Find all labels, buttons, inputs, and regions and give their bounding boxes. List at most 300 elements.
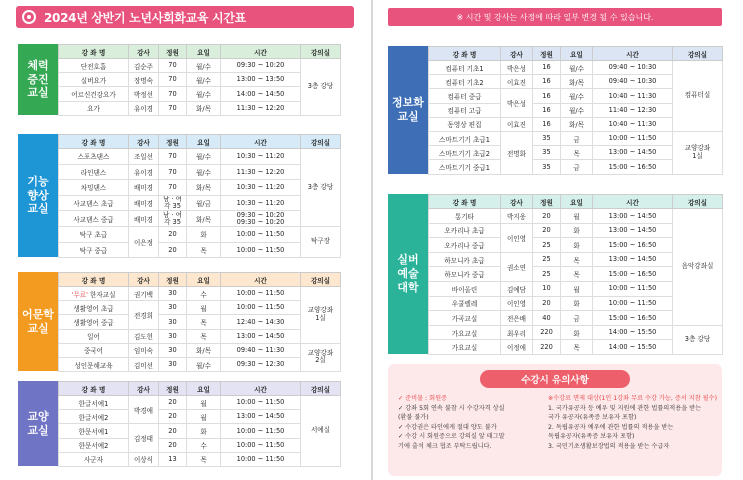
class-time: 14:00 ~ 15:50	[593, 325, 673, 340]
course-name: 우쿨렐레	[429, 296, 501, 311]
column-header: 강사	[129, 135, 159, 149]
column-header: 요일	[187, 273, 221, 287]
capacity: 20	[159, 242, 187, 258]
table-row	[59, 149, 341, 165]
course-name: 탁구 초급	[59, 226, 129, 242]
course-name: 스마트기기 초급1	[429, 131, 501, 145]
course-name: 성인문해교육	[59, 357, 129, 371]
capacity: 70	[159, 101, 187, 115]
instructor: 박은성	[501, 89, 533, 117]
column-header: 정원	[533, 195, 561, 209]
weekday: 월	[187, 301, 221, 315]
table-header-row	[429, 195, 723, 209]
class-time: 13:00 ~ 14:50	[221, 410, 301, 424]
capacity: 40	[533, 311, 561, 326]
instructor: 박은성	[501, 61, 533, 75]
caution-line: ✓ 강좌 5회 연속 불참 시 수강자격 상실	[398, 404, 505, 412]
course-name: 생활영어 초급	[59, 301, 129, 315]
caution-line: ✓ 준비물 : 회원증	[398, 395, 448, 402]
class-time: 10:00 ~ 11:50	[593, 281, 673, 296]
weekday: 수	[187, 287, 221, 301]
instructor: 권기백	[129, 287, 159, 301]
course-name: 일어	[59, 329, 129, 343]
column-header: 시간	[593, 195, 673, 209]
weekday: 월/수	[187, 59, 221, 73]
weekday: 월	[187, 396, 221, 410]
instructor: 권소연	[501, 252, 533, 281]
instructor: 전명화	[501, 131, 533, 174]
caution-line: (환불 불가)	[398, 414, 429, 422]
course-name: 한문서예2	[59, 438, 129, 452]
table-row	[59, 211, 341, 227]
weekday: 월/수	[561, 61, 593, 75]
weekday: 목	[561, 252, 593, 267]
course-name: 단전호흡	[59, 59, 129, 73]
column-header: 강 좌 명	[429, 47, 501, 61]
class-time: 09:30 ~ 10:20	[221, 59, 301, 73]
weekday: 월/수	[187, 73, 221, 87]
class-time: 15:00 ~ 16:50	[593, 160, 673, 174]
table-row	[59, 195, 341, 211]
course-name: 통기타	[429, 209, 501, 224]
classroom: 음악강좌실	[673, 209, 723, 326]
section-label: 기능 향상 교실	[18, 134, 58, 257]
course-name: 라인댄스	[59, 164, 129, 180]
course-name: 한글서예1	[59, 396, 129, 410]
instructor: 이정애	[501, 340, 533, 355]
weekday: 화/목	[187, 101, 221, 115]
column-header: 강 좌 명	[59, 45, 129, 59]
course-name: 스마트기기 초급2	[429, 146, 501, 160]
column-header: 강 좌 명	[59, 382, 129, 396]
capacity: 10	[533, 281, 561, 296]
instructor: 임미숙	[129, 343, 159, 357]
course-name: 스포츠댄스	[59, 149, 129, 165]
course-name: 컴퓨터 중급	[429, 89, 501, 103]
course-name: 스마트기기 중급1	[429, 160, 501, 174]
change-notice: ※ 시간 및 강사는 사정에 따라 일부 변경 될 수 있습니다.	[388, 8, 722, 26]
column-header: 시간	[221, 273, 301, 287]
column-header: 요일	[187, 382, 221, 396]
course-name: 사교댄스 중급	[59, 211, 129, 227]
table-row	[429, 209, 723, 224]
course-name: 실버요가	[59, 73, 129, 87]
course-name: 가요교실	[429, 325, 501, 340]
instructor: 이은정	[129, 226, 159, 257]
weekday: 목	[187, 315, 221, 329]
course-name: 한문서예1	[59, 424, 129, 438]
class-time: 14:00 ~ 14:50	[221, 87, 301, 101]
instructor: 배미경	[129, 180, 159, 196]
course-name: 하모니카 중급	[429, 267, 501, 282]
table-row	[59, 164, 341, 180]
schedule-table	[428, 194, 723, 355]
table-row	[59, 452, 341, 466]
schedule-table	[428, 46, 723, 175]
weekday: 화/목	[561, 75, 593, 89]
circle-bullet-icon	[22, 10, 36, 24]
class-time: 15:00 ~ 16:50	[593, 238, 673, 253]
class-time: 10:40 ~ 11:30	[593, 117, 673, 131]
caution-right-list	[548, 394, 720, 452]
table-row	[59, 424, 341, 438]
instructor: 최우리	[501, 325, 533, 340]
capacity: 20	[533, 296, 561, 311]
capacity: 30	[159, 287, 187, 301]
weekday: 월	[187, 410, 221, 424]
column-header: 강의실	[673, 47, 723, 61]
column-header: 강 좌 명	[59, 273, 129, 287]
column-header: 강사	[129, 382, 159, 396]
course-name: 탁구 중급	[59, 242, 129, 258]
caution-box	[388, 364, 722, 476]
classroom: 교양강좌 2실	[301, 343, 341, 371]
instructor: 김도헌	[129, 329, 159, 343]
table-row	[59, 396, 341, 410]
capacity: 220	[533, 340, 561, 355]
capacity: 20	[159, 226, 187, 242]
classroom: 교양강좌 1실	[301, 287, 341, 344]
course-name: 가곡교실	[429, 311, 501, 326]
course-name: 요가	[59, 101, 129, 115]
page-title: 2024년 상반기 노년사회화교육 시간표	[44, 10, 246, 25]
instructor: 배미경	[129, 195, 159, 211]
course-name: 하모니카 초급	[429, 252, 501, 267]
caution-line: 독립유공자(유족증 보유자 포함)	[548, 433, 635, 441]
schedule-table	[58, 44, 341, 116]
class-time: 09:30 ~ 12:30	[221, 357, 301, 371]
schedule-table	[58, 272, 341, 372]
column-header: 강의실	[301, 273, 341, 287]
weekday: 목	[561, 267, 593, 282]
instructor: 전은배	[501, 311, 533, 326]
column-header: 요일	[561, 195, 593, 209]
class-time: 10:40 ~ 11:30	[593, 89, 673, 103]
column-header: 강사	[501, 47, 533, 61]
capacity: 25	[533, 267, 561, 282]
instructor: 이인영	[501, 296, 533, 311]
class-time: 10:30 ~ 11:20	[221, 149, 301, 165]
weekday: 금	[561, 311, 593, 326]
table-row	[59, 87, 341, 101]
column-header: 강사	[129, 45, 159, 59]
capacity: 16	[533, 89, 561, 103]
class-time: 11:30 ~ 12:20	[221, 101, 301, 115]
capacity: 30	[159, 357, 187, 371]
table-row	[59, 301, 341, 315]
section-label: 교양 교실	[18, 381, 58, 466]
weekday: 목	[561, 146, 593, 160]
classroom: 3층 강당	[301, 59, 341, 116]
caution-line: ✓ 수강 시 회원증으로 강의실 앞 태그말	[398, 433, 505, 441]
weekday: 월/수	[187, 87, 221, 101]
table-row	[59, 315, 341, 329]
classroom: 컴퓨터실	[673, 61, 723, 132]
course-name: 컴퓨터 기초1	[429, 61, 501, 75]
table-row	[429, 61, 723, 75]
course-name: 생활영어 중급	[59, 315, 129, 329]
instructor: 전경희	[129, 301, 159, 329]
column-header: 정원	[159, 273, 187, 287]
classroom: 교양강좌 1실	[673, 131, 723, 174]
class-time: 09:30 ~ 10:20 09:30 ~ 10:20	[221, 211, 301, 227]
weekday: 월	[561, 209, 593, 224]
capacity: 35	[533, 146, 561, 160]
table-row	[59, 226, 341, 242]
course-name: 동영상 편집	[429, 117, 501, 131]
table-row	[59, 101, 341, 115]
section-label: 체력 증진 교실	[18, 44, 58, 115]
capacity: 남 · 여 각 35	[159, 211, 187, 227]
column-header: 강의실	[673, 195, 723, 209]
course-name: 바이올린	[429, 281, 501, 296]
weekday: 목	[187, 329, 221, 343]
capacity: 20	[159, 438, 187, 452]
table-header-row	[59, 135, 341, 149]
capacity: 220	[533, 325, 561, 340]
instructor: 장명숙	[129, 73, 159, 87]
capacity: 70	[159, 59, 187, 73]
table-header-row	[59, 382, 341, 396]
table-row	[59, 73, 341, 87]
course-name-text: 한자교실	[87, 290, 116, 299]
capacity: 30	[159, 329, 187, 343]
weekday: 화	[561, 238, 593, 253]
weekday: 화/목	[561, 117, 593, 131]
class-time: 10:00 ~ 11:50	[593, 296, 673, 311]
capacity: 70	[159, 180, 187, 196]
classroom: 탁구장	[301, 226, 341, 257]
class-time: 13:00 ~ 13:50	[221, 73, 301, 87]
class-time: 09:40 ~ 10:30	[593, 75, 673, 89]
section-label: 어문학 교실	[18, 272, 58, 371]
column-header: 강 좌 명	[59, 135, 129, 149]
class-time: 09:40 ~ 11:30	[221, 343, 301, 357]
weekday: 월/수	[187, 149, 221, 165]
section-culture	[18, 381, 341, 467]
class-time: 10:00 ~ 11:50	[221, 226, 301, 242]
weekday: 월/수	[561, 89, 593, 103]
caution-title: 수강시 유의사항	[480, 370, 630, 388]
capacity: 13	[159, 452, 187, 466]
weekday: 화/목	[187, 180, 221, 196]
course-name: 컴퓨터 기초2	[429, 75, 501, 89]
weekday: 수	[187, 438, 221, 452]
table-row	[429, 325, 723, 340]
instructor: 이효진	[501, 75, 533, 89]
capacity: 30	[159, 301, 187, 315]
instructor: 박지웅	[501, 209, 533, 224]
course-name: 오카리나 중급	[429, 238, 501, 253]
schedule-table	[58, 134, 341, 258]
weekday: 목	[187, 242, 221, 258]
course-name: 차밍댄스	[59, 180, 129, 196]
capacity: 16	[533, 117, 561, 131]
class-time: 10:00 ~ 11:50	[593, 131, 673, 145]
class-time: 12:40 ~ 14:30	[221, 315, 301, 329]
table-row	[59, 59, 341, 73]
class-time: 10:30 ~ 11:20	[221, 195, 301, 211]
course-name: 중국어	[59, 343, 129, 357]
caution-line: 국가 유공자(유족증 보유자 포함)	[548, 414, 637, 422]
weekday: 화	[561, 325, 593, 340]
weekday: 목	[187, 452, 221, 466]
capacity: 16	[533, 61, 561, 75]
weekday: 월/금	[187, 195, 221, 211]
class-time: 15:00 ~ 16:50	[593, 267, 673, 282]
free-badge: '무료'	[71, 290, 88, 299]
class-time: 13:00 ~ 14:50	[593, 252, 673, 267]
caution-line: 1. 국가유공자 등 예우 및 지원에 관한 법률의적용을 받는	[548, 404, 702, 412]
table-row	[59, 343, 341, 357]
weekday: 화	[187, 424, 221, 438]
section-label: 정보화 교실	[388, 46, 428, 174]
capacity: 30	[159, 343, 187, 357]
capacity: 25	[533, 252, 561, 267]
capacity: 35	[533, 131, 561, 145]
column-header: 요일	[187, 135, 221, 149]
section-fitness	[18, 44, 341, 116]
table-row	[59, 242, 341, 258]
capacity: 20	[533, 209, 561, 224]
course-name: 오카리나 초급	[429, 223, 501, 238]
class-time: 15:00 ~ 16:50	[593, 311, 673, 326]
weekday: 화/목	[187, 211, 221, 227]
capacity: 20	[159, 396, 187, 410]
class-time: 10:00 ~ 11:50	[221, 424, 301, 438]
instructor: 유이경	[129, 101, 159, 115]
class-time: 10:00 ~ 11:50	[221, 301, 301, 315]
instructor: 이효진	[501, 117, 533, 131]
instructor: 박경애	[129, 396, 159, 424]
instructor: 박정선	[129, 87, 159, 101]
column-header: 정원	[533, 47, 561, 61]
class-time: 13:00 ~ 14:50	[221, 329, 301, 343]
class-time: 11:30 ~ 12:20	[221, 164, 301, 180]
capacity: 20	[159, 424, 187, 438]
capacity: 70	[159, 87, 187, 101]
instructor: 김정태	[129, 424, 159, 452]
column-header: 시간	[221, 135, 301, 149]
class-time: 13:00 ~ 14:50	[593, 146, 673, 160]
weekday: 화	[187, 226, 221, 242]
caution-left-list	[398, 394, 548, 452]
column-header: 요일	[187, 45, 221, 59]
course-name: 한글서예2	[59, 410, 129, 424]
column-header: 강의실	[301, 135, 341, 149]
classroom: 3층 강당	[301, 149, 341, 227]
classroom: 3층 강당	[673, 325, 723, 354]
column-header: 요일	[561, 47, 593, 61]
weekday: 금	[561, 131, 593, 145]
title-bar	[16, 6, 354, 28]
table-header-row	[59, 273, 341, 287]
instructor: 이인영	[501, 223, 533, 252]
caution-line: 기에 출석 체크 협조 부탁드립니다.	[398, 443, 492, 451]
column-header: 정원	[159, 45, 187, 59]
caution-line: 3. 국민기초생활보장법의 적용을 받는 수급자	[548, 443, 670, 451]
weekday: 월/수	[187, 164, 221, 180]
table-row	[59, 357, 341, 371]
course-name	[59, 287, 129, 301]
class-time: 10:00 ~ 11:50	[221, 396, 301, 410]
column-header: 강의실	[301, 382, 341, 396]
instructor: 김예담	[501, 281, 533, 296]
schedule-table	[58, 381, 341, 467]
capacity: 20	[533, 223, 561, 238]
capacity: 남 · 여 각 35	[159, 195, 187, 211]
table-header-row	[429, 47, 723, 61]
instructor: 배미경	[129, 211, 159, 227]
class-time: 10:30 ~ 11:20	[221, 180, 301, 196]
column-header: 강사	[501, 195, 533, 209]
table-row	[429, 131, 723, 145]
capacity: 20	[159, 410, 187, 424]
table-row	[59, 329, 341, 343]
instructor: 김미선	[129, 357, 159, 371]
table-row	[59, 438, 341, 452]
caution-line: ✓ 수강권은 타인에게 절대 양도 불가	[398, 423, 497, 431]
caution-line: ※수강료 면제 대상(1인 1강좌 무료 수강 가능, 증서 지참 필수)	[548, 395, 718, 402]
instructor: 김순주	[129, 59, 159, 73]
course-name: 사군자	[59, 452, 129, 466]
class-time: 10:00 ~ 11:50	[221, 287, 301, 301]
capacity: 70	[159, 149, 187, 165]
instructor: 조일선	[129, 149, 159, 165]
table-row	[59, 287, 341, 301]
column-header: 강의실	[301, 45, 341, 59]
capacity: 25	[533, 238, 561, 253]
class-time: 11:40 ~ 12:30	[593, 103, 673, 117]
section-it	[388, 46, 723, 175]
column-header: 시간	[221, 382, 301, 396]
capacity: 35	[533, 160, 561, 174]
capacity: 16	[533, 75, 561, 89]
column-header: 정원	[159, 135, 187, 149]
weekday: 화/목	[187, 343, 221, 357]
capacity: 70	[159, 164, 187, 180]
column-header: 시간	[221, 45, 301, 59]
capacity: 70	[159, 73, 187, 87]
class-time: 10:00 ~ 11:50	[221, 452, 301, 466]
weekday: 월/수	[561, 103, 593, 117]
class-time: 13:00 ~ 14:50	[593, 223, 673, 238]
column-header: 시간	[593, 47, 673, 61]
capacity: 16	[533, 103, 561, 117]
caution-line: 2. 독립유공자 예우에 관한 법률의 적용을 받는	[548, 423, 674, 431]
section-skill	[18, 134, 341, 258]
table-row	[59, 410, 341, 424]
course-name: 어르신건강요가	[59, 87, 129, 101]
section-language	[18, 272, 341, 372]
section-art-college	[388, 194, 723, 355]
weekday: 금	[561, 160, 593, 174]
section-label: 실버 예술 대학	[388, 194, 428, 354]
weekday: 화	[561, 296, 593, 311]
table-header-row	[59, 45, 341, 59]
instructor: 이상식	[129, 452, 159, 466]
weekday: 목	[561, 340, 593, 355]
course-name: 가요교실	[429, 340, 501, 355]
class-time: 09:40 ~ 10:30	[593, 61, 673, 75]
class-time: 10:00 ~ 11:50	[221, 242, 301, 258]
column-header: 정원	[159, 382, 187, 396]
weekday: 월	[561, 281, 593, 296]
column-header: 강 좌 명	[429, 195, 501, 209]
weekday: 월/수	[187, 357, 221, 371]
classroom: 서예실	[301, 396, 341, 467]
class-time: 10:00 ~ 11:50	[221, 438, 301, 452]
